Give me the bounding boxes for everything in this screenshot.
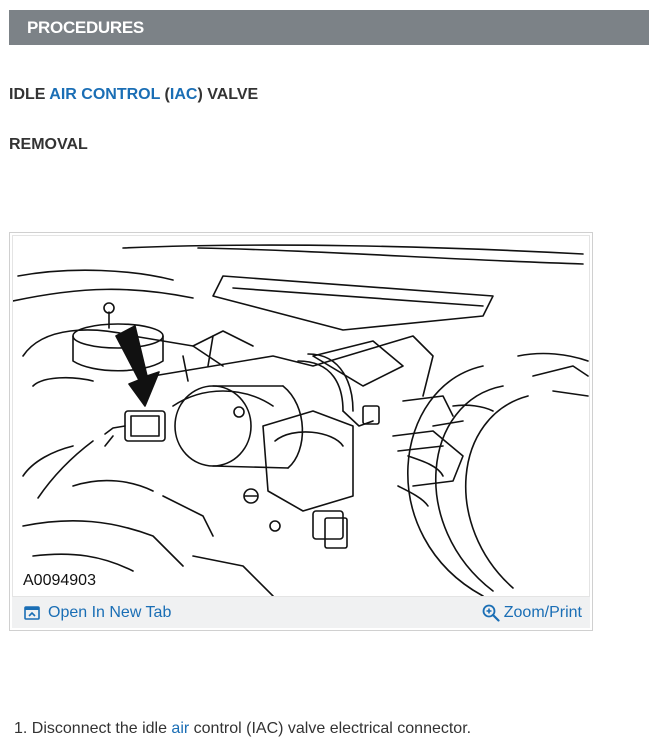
zoom-print-label[interactable]: Zoom/Print xyxy=(503,603,582,621)
title-suffix: ) VALVE xyxy=(197,86,259,103)
step-number: 1. xyxy=(14,720,28,737)
iac-valve-illustration[interactable] xyxy=(12,235,590,597)
title-prefix: IDLE xyxy=(9,86,50,103)
zoom-print-button[interactable] xyxy=(482,597,582,628)
zoom-icon xyxy=(482,604,500,622)
page-title xyxy=(9,86,258,104)
step-link-air[interactable]: air xyxy=(171,720,190,737)
section-header xyxy=(9,10,649,45)
open-in-new-tab-label[interactable]: Open In New Tab xyxy=(48,603,172,621)
procedure-step xyxy=(14,720,471,738)
open-in-new-tab-button[interactable] xyxy=(24,597,171,628)
section-subtitle: REMOVAL xyxy=(9,136,88,153)
title-link-air-control[interactable]: AIR CONTROL xyxy=(49,86,161,103)
step-text-before: Disconnect the idle xyxy=(27,720,172,737)
open-in-new-tab-icon xyxy=(24,606,40,620)
figure-card xyxy=(9,232,593,631)
section-header-label: PROCEDURES xyxy=(27,18,144,37)
figure-code: A0094903 xyxy=(23,572,96,589)
title-link-iac[interactable]: IAC xyxy=(169,86,198,103)
figure-toolbar xyxy=(12,597,590,628)
step-text-after: control (IAC) valve electrical connector. xyxy=(189,720,472,737)
title-mid: ( xyxy=(160,86,170,103)
